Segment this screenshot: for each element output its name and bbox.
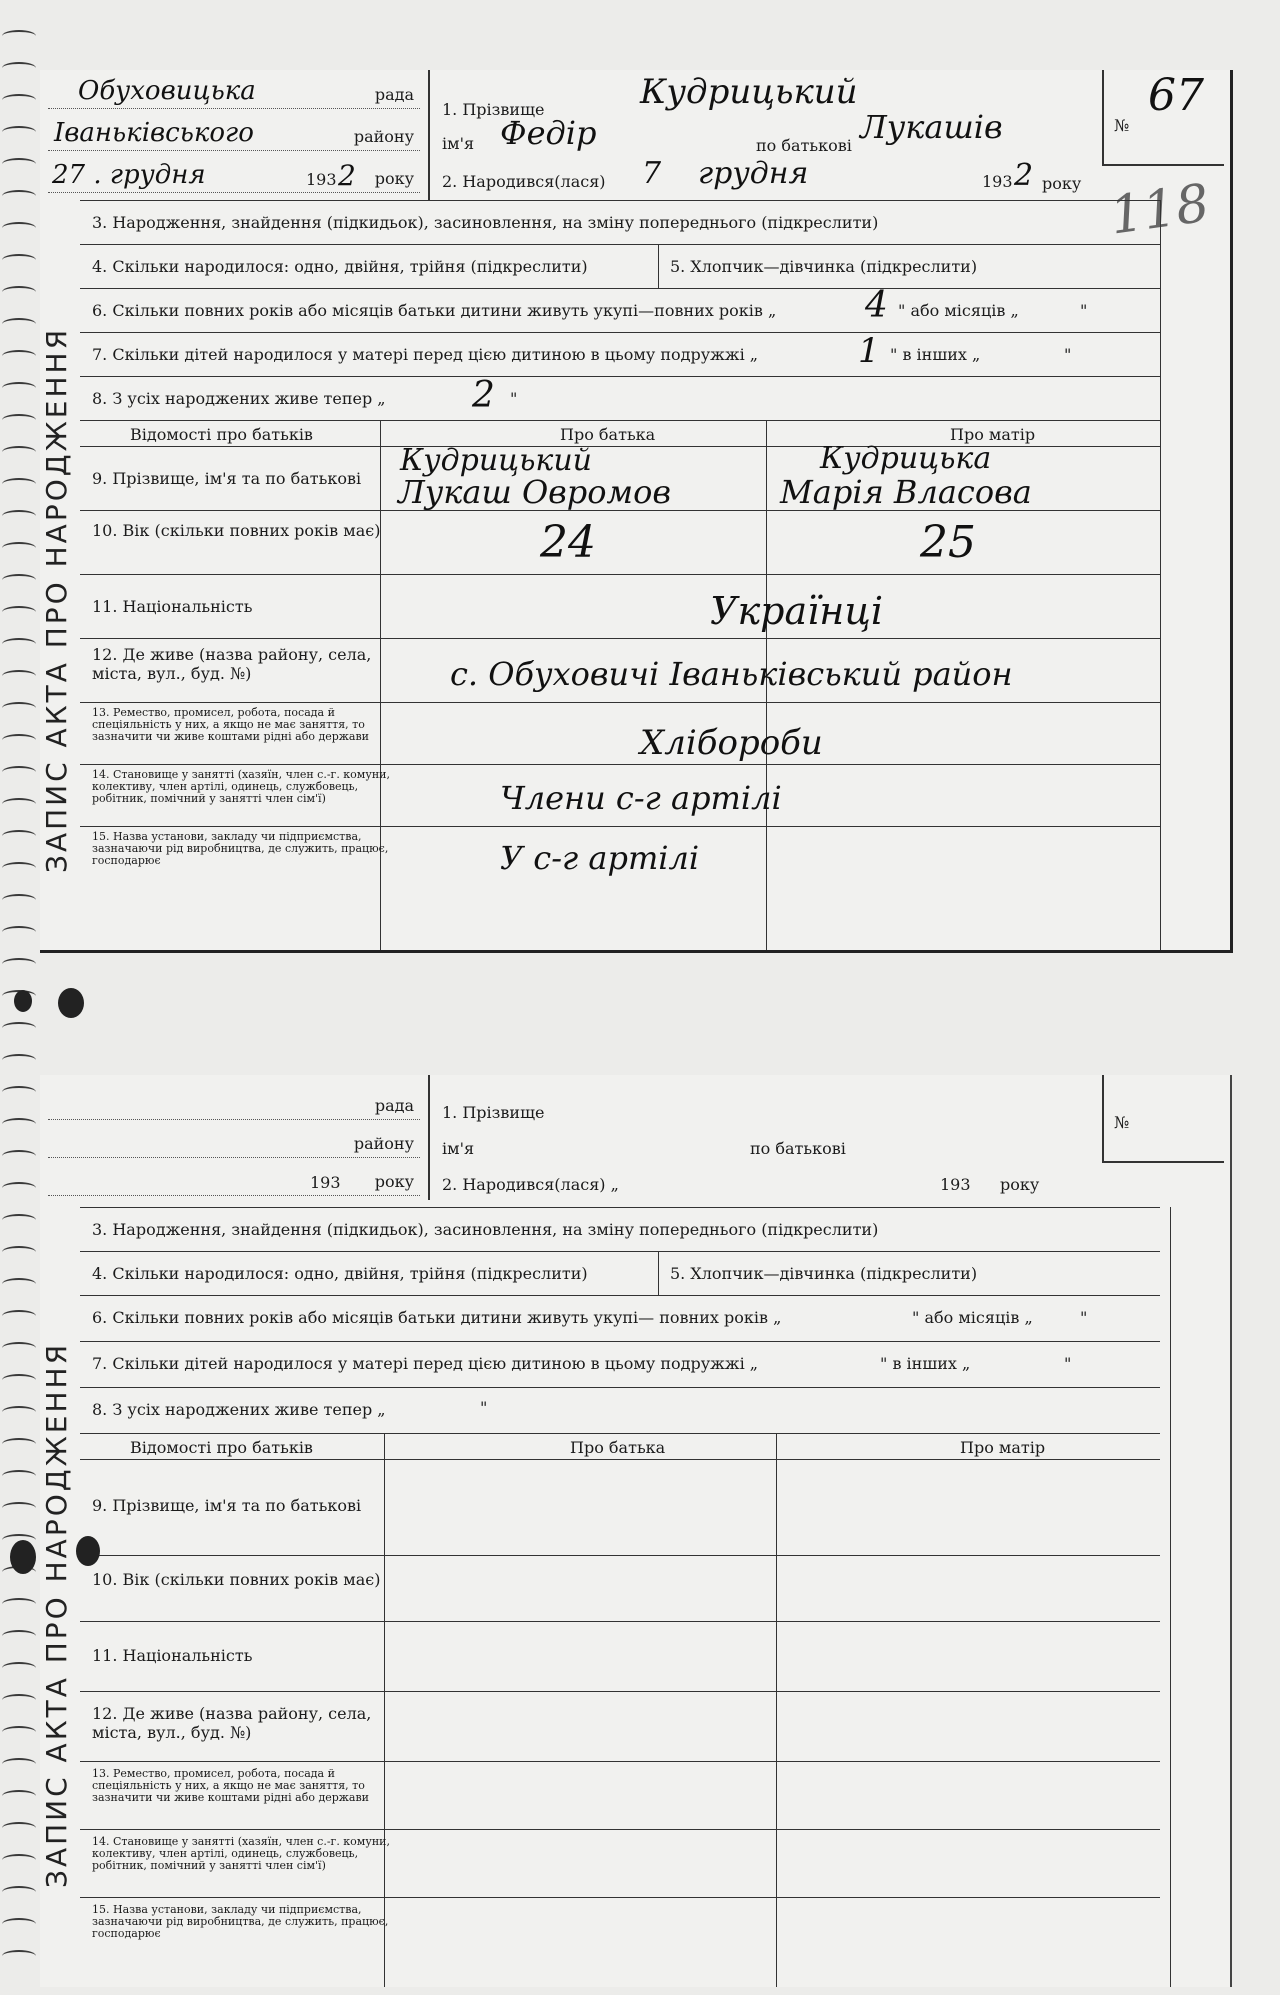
header-council-block — [40, 70, 420, 200]
born-year-value: 2 — [1014, 158, 1034, 193]
divider — [658, 1252, 659, 1296]
date-value: 27 . грудня — [52, 160, 206, 190]
line-8-end: " — [480, 1398, 488, 1417]
line-4-5 — [80, 244, 1160, 289]
spiral-loop — [2, 798, 36, 810]
line-6-end: " — [1080, 1308, 1088, 1327]
spiral-loop — [2, 670, 36, 682]
line-8-text: 8. З усіх народжених живе тепер „ — [92, 389, 386, 408]
year-prefix: 193 — [310, 1173, 341, 1192]
spiral-loop — [2, 222, 36, 234]
spiral-loop — [2, 830, 36, 842]
spiral-loop — [2, 1662, 36, 1674]
table-header — [80, 1433, 1160, 1460]
spiral-loop — [2, 254, 36, 266]
ink-blot — [76, 1536, 100, 1566]
line-3 — [80, 200, 1160, 245]
patronymic-label: по батькові — [756, 136, 852, 155]
spiral-loop — [2, 574, 36, 586]
line-3-text: 3. Народження, знайдення (підкидьок), засиновлення, на зміну попереднього (підкреслити) — [92, 213, 879, 232]
spiral-loop — [2, 1182, 36, 1194]
table-row — [80, 1459, 1160, 1556]
header-child-block — [428, 1075, 1110, 1200]
row-9-label: 9. Прізвище, ім'я та по батькові — [92, 469, 362, 488]
margin-divider — [1160, 200, 1161, 950]
spiral-loop — [2, 1854, 36, 1866]
row-12-label: 12. Де живе (назва району, села, міста, вул., буд. №) — [92, 645, 372, 683]
spiral-loop — [2, 350, 36, 362]
table-row — [80, 1691, 1160, 1762]
line-8-value: 2 — [472, 375, 495, 416]
date-line — [48, 158, 420, 193]
row-10-label: 10. Вік (скільки повних років має) — [92, 1570, 381, 1589]
number-prefix: № — [1114, 1113, 1130, 1132]
line-6 — [80, 285, 1160, 333]
spiral-loop — [2, 1342, 36, 1354]
ink-blot — [58, 988, 84, 1018]
father-age: 24 — [540, 517, 596, 568]
date-line — [48, 1161, 420, 1196]
col-header-mother: Про матір — [960, 1438, 1046, 1457]
divider — [658, 245, 659, 289]
district-label: району — [353, 1134, 414, 1153]
surname-label: 1. Прізвище — [442, 1103, 545, 1122]
spiral-loop — [2, 926, 36, 938]
spiral-loop — [2, 30, 36, 42]
table-row — [80, 510, 1160, 575]
line-7-tail: " в інших „ — [890, 345, 981, 364]
born-label: 2. Народився(лася) „ — [442, 1175, 619, 1194]
nationality-value: Українці — [710, 589, 883, 633]
line-7 — [80, 1341, 1160, 1388]
born-year-prefix: 193 — [982, 172, 1013, 191]
spiral-loop — [2, 766, 36, 778]
spiral-loop — [2, 1822, 36, 1834]
father-surname: Кудрицький — [400, 443, 592, 478]
born-label: 2. Народився(лася) — [442, 172, 606, 191]
spiral-loop — [2, 190, 36, 202]
line-4-text: 4. Скільки народилося: одно, двійня, трійня (підкреслити) — [92, 1264, 588, 1283]
patronymic-label: по батькові — [750, 1139, 846, 1158]
spiral-loop — [2, 94, 36, 106]
born-year-prefix: 193 — [940, 1175, 971, 1194]
spiral-loop — [2, 1246, 36, 1258]
line-3 — [80, 1207, 1160, 1252]
line-4-text: 4. Скільки народилося: одно, двійня, трійня (підкреслити) — [92, 257, 588, 276]
spiral-loop — [2, 1950, 36, 1962]
surname-value: Кудрицький — [640, 72, 858, 112]
table-header — [80, 420, 1160, 447]
spiral-loop — [2, 1086, 36, 1098]
table-row — [80, 441, 1160, 511]
born-month: грудня — [698, 156, 809, 191]
year-label: року — [374, 169, 414, 188]
corner-pencil-mark: 118 — [1106, 173, 1213, 247]
col-header-father: Про батька — [570, 1438, 666, 1457]
residence-value: с. Обуховичі Іваньківський район — [450, 655, 1013, 693]
ink-blot — [14, 990, 32, 1012]
line-7-value: 1 — [858, 331, 880, 371]
spiral-loop — [2, 702, 36, 714]
margin-divider — [1170, 1207, 1171, 1987]
spiral-loop — [2, 510, 36, 522]
table-row — [80, 1897, 1160, 1968]
line-7-tail: " в інших „ — [880, 1354, 971, 1373]
spiral-loop — [2, 958, 36, 970]
line-7 — [80, 332, 1160, 377]
table-row — [80, 1829, 1160, 1898]
mother-age: 25 — [920, 517, 976, 568]
spiral-loop — [2, 1406, 36, 1418]
spiral-loop — [2, 1438, 36, 1450]
father-name: Лукаш Овромов — [398, 473, 671, 511]
record-number-box — [1102, 1075, 1224, 1163]
table-row — [80, 1621, 1160, 1692]
council-line — [48, 74, 420, 109]
occupation-value: Хлібороби — [640, 723, 823, 763]
line-3-text: 3. Народження, знайдення (підкидьок), засиновлення, на зміну попереднього (підкреслити) — [92, 1220, 879, 1239]
spiral-loop — [2, 1758, 36, 1770]
spiral-loop — [2, 1022, 36, 1034]
line-7-end: " — [1064, 1354, 1072, 1373]
spiral-loop — [2, 62, 36, 74]
line-7-text: 7. Скільки дітей народилося у матері перед цією дитиною в цьому подружжі „ — [92, 1354, 759, 1373]
row-10-label: 10. Вік (скільки повних років має) — [92, 521, 381, 540]
born-day: 7 — [642, 156, 662, 191]
line-6-tail: " або місяців „ — [898, 301, 1019, 320]
row-15-label: 15. Назва установи, закладу чи підприємства, зазначаючи рід виробництва, де служить, працює, господарює — [92, 1903, 389, 1940]
spiral-loop — [2, 1470, 36, 1482]
spiral-loop — [2, 862, 36, 874]
spiral-loop — [2, 1502, 36, 1514]
header-council-block — [40, 1075, 420, 1200]
council-value: Обуховицька — [78, 76, 256, 106]
spiral-loop — [2, 606, 36, 618]
line-8-text: 8. З усіх народжених живе тепер „ — [92, 1400, 386, 1419]
line-8 — [80, 376, 1160, 421]
district-line — [48, 116, 420, 151]
row-9-label: 9. Прізвище, ім'я та по батькові — [92, 1496, 362, 1515]
year-prefix: 193 — [306, 170, 337, 189]
vertical-title: ЗАПИС АКТА ПРО НАРОДЖЕННЯ — [40, 326, 73, 874]
spiral-loop — [2, 1118, 36, 1130]
birth-record-form-filled — [40, 70, 1233, 953]
row-11-label: 11. Національність — [92, 597, 253, 616]
spiral-loop — [2, 382, 36, 394]
spiral-loop — [2, 1886, 36, 1898]
spiral-loop — [2, 1630, 36, 1642]
spiral-loop — [2, 1598, 36, 1610]
row-13-label: 13. Ремество, промисел, робота, посада й спеціяльність у них, а якщо не має заняття, то зазначити чи живе коштами рідні або держави — [92, 706, 369, 743]
table-row — [80, 574, 1160, 639]
mother-name: Марія Власова — [780, 473, 1032, 511]
col-header-info: Відомості про батьків — [130, 1438, 313, 1457]
col-header-father: Про батька — [560, 425, 656, 444]
line-6-value: 4 — [865, 285, 888, 326]
spiral-loop — [2, 1150, 36, 1162]
spiral-loop — [2, 158, 36, 170]
council-label: рада — [374, 85, 414, 104]
number-value: 67 — [1148, 70, 1204, 121]
spiral-loop — [2, 1310, 36, 1322]
district-label: району — [353, 127, 414, 146]
line-8-end: " — [510, 389, 518, 408]
year-label: року — [374, 1172, 414, 1191]
year-value: 2 — [338, 159, 356, 192]
table-row — [80, 702, 1160, 765]
col-header-mother: Про матір — [950, 425, 1036, 444]
line-7-text: 7. Скільки дітей народилося у матері перед цією дитиною в цьому подружжі „ — [92, 345, 759, 364]
district-value: Іваньківського — [54, 118, 254, 148]
spiral-loop — [2, 1214, 36, 1226]
spiral-loop — [2, 638, 36, 650]
line-6-end: " — [1080, 301, 1088, 320]
line-6 — [80, 1295, 1160, 1342]
spiral-loop — [2, 1054, 36, 1066]
spiral-loop — [2, 1790, 36, 1802]
record-number-box — [1102, 70, 1224, 166]
spiral-loop — [2, 1918, 36, 1930]
surname-label: 1. Прізвище — [442, 100, 545, 119]
row-15-label: 15. Назва установи, закладу чи підприємства, зазначаючи рід виробництва, де служить, працює, господарює — [92, 830, 389, 867]
row-14-label: 14. Становище у занятті (хазяїн, член с.-г. комуни, колективу, член артілі, одинець, службовець, робітник, помічний у занятті член сім'ї) — [92, 1835, 390, 1872]
header-child-block — [428, 70, 1140, 200]
table-row — [80, 764, 1160, 827]
status-value: Члени с-г артілі — [500, 779, 782, 817]
spiral-loop — [2, 1278, 36, 1290]
row-12-label: 12. Де живе (назва району, села, міста, вул., буд. №) — [92, 1704, 372, 1742]
workplace-value: У с-г артілі — [500, 839, 700, 877]
col-header-info: Відомості про батьків — [130, 425, 313, 444]
spiral-loop — [2, 318, 36, 330]
district-line — [48, 1123, 420, 1158]
name-label: ім'я — [442, 1139, 475, 1158]
council-line — [48, 1085, 420, 1120]
spiral-loop — [2, 446, 36, 458]
row-11-label: 11. Національність — [92, 1646, 253, 1665]
patronymic-value: Лукашів — [860, 108, 1003, 146]
mother-surname: Кудрицька — [820, 441, 992, 476]
line-7-end: " — [1064, 345, 1072, 364]
spiral-loop — [2, 286, 36, 298]
council-label: рада — [374, 1096, 414, 1115]
line-6-text: 6. Скільки повних років або місяців батьки дитини живуть укупі—повних років „ — [92, 301, 777, 320]
line-8 — [80, 1387, 1160, 1434]
line-4-5 — [80, 1251, 1160, 1296]
spiral-loop — [2, 1694, 36, 1706]
table-row — [80, 1555, 1160, 1622]
spiral-loop — [2, 1374, 36, 1386]
line-6-text: 6. Скільки повних років або місяців батьки дитини живуть укупі— повних років „ — [92, 1308, 782, 1327]
number-prefix: № — [1114, 116, 1130, 135]
row-13-label: 13. Ремество, промисел, робота, посада й спеціяльність у них, а якщо не має заняття, то зазначити чи живе коштами рідні або держави — [92, 1767, 369, 1804]
line-6-tail: " або місяців „ — [912, 1308, 1033, 1327]
table-row — [80, 638, 1160, 703]
spiral-loop — [2, 894, 36, 906]
born-year-label: року — [1042, 174, 1082, 193]
spiral-loop — [2, 414, 36, 426]
birth-record-form-blank — [40, 1075, 1232, 1987]
line-5-text: 5. Хлопчик—дівчинка (підкреслити) — [670, 1264, 978, 1283]
table-row — [80, 1761, 1160, 1830]
spiral-loop — [2, 1726, 36, 1738]
table-row — [80, 826, 1160, 891]
spiral-loop — [2, 126, 36, 138]
spiral-loop — [2, 542, 36, 554]
vertical-title: ЗАПИС АКТА ПРО НАРОДЖЕННЯ — [40, 1341, 73, 1889]
born-year-label: року — [1000, 1175, 1040, 1194]
name-value: Федір — [500, 114, 597, 152]
line-5-text: 5. Хлопчик—дівчинка (підкреслити) — [670, 257, 978, 276]
ink-blot — [10, 1540, 36, 1574]
spiral-loop — [2, 734, 36, 746]
row-14-label: 14. Становище у занятті (хазяїн, член с.-г. комуни, колективу, член артілі, одинець, службовець, робітник, помічний у занятті член сім'ї) — [92, 768, 390, 805]
name-label: ім'я — [442, 134, 475, 153]
spiral-loop — [2, 478, 36, 490]
